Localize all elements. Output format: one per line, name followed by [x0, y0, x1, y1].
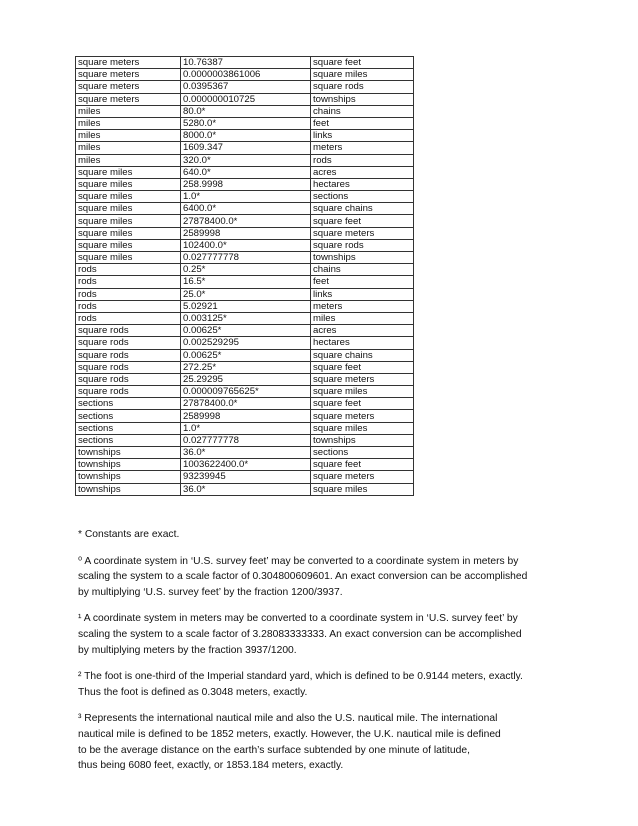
factor-cell: 102400.0*	[181, 239, 311, 251]
factor-cell: 27878400.0*	[181, 398, 311, 410]
table-row	[76, 288, 414, 300]
footnote-line: to be the average distance on the earth’s surface subtended by one minute of latitude,	[78, 744, 470, 756]
to-unit-cell: square meters	[311, 373, 414, 385]
footnote-line: thus being 6080 feet, exactly, or 1853.184 meters, exactly.	[78, 760, 344, 772]
from-unit-cell: square meters	[76, 93, 181, 105]
factor-cell: 0.027777778	[181, 252, 311, 264]
table-row	[76, 117, 414, 129]
conversion-table-body	[76, 57, 414, 496]
table-row	[76, 191, 414, 203]
table-row	[76, 93, 414, 105]
to-unit-cell: rods	[311, 154, 414, 166]
to-unit-cell: square meters	[311, 471, 414, 483]
from-unit-cell: rods	[76, 300, 181, 312]
from-unit-cell: miles	[76, 105, 181, 117]
to-unit-cell: miles	[311, 312, 414, 324]
table-row	[76, 471, 414, 483]
from-unit-cell: square miles	[76, 191, 181, 203]
to-unit-cell: acres	[311, 166, 414, 178]
factor-cell: 0.027777778	[181, 434, 311, 446]
factor-cell: 272.25*	[181, 361, 311, 373]
to-unit-cell: sections	[311, 447, 414, 459]
footnote-2	[78, 669, 548, 700]
factor-cell: 6400.0*	[181, 203, 311, 215]
factor-cell: 0.25*	[181, 264, 311, 276]
from-unit-cell: square rods	[76, 349, 181, 361]
footnote-line: by multiplying meters by the fraction 3937/1200.	[78, 644, 297, 656]
from-unit-cell: square meters	[76, 81, 181, 93]
table-row	[76, 447, 414, 459]
to-unit-cell: square miles	[311, 386, 414, 398]
to-unit-cell: townships	[311, 434, 414, 446]
factor-cell: 36.0*	[181, 447, 311, 459]
to-unit-cell: square rods	[311, 81, 414, 93]
footnote-line: ² The foot is one-third of the Imperial standard yard, which is defined to be 0.9144 meters, exactly.	[78, 671, 523, 683]
footnote-line: nautical mile is defined to be 1852 meters, exactly. However, the U.K. nautical mile is defined	[78, 728, 501, 740]
factor-cell: 0.003125*	[181, 312, 311, 324]
to-unit-cell: square miles	[311, 69, 414, 81]
table-row	[76, 239, 414, 251]
table-row	[76, 154, 414, 166]
table-row	[76, 373, 414, 385]
factor-cell: 93239945	[181, 471, 311, 483]
from-unit-cell: townships	[76, 483, 181, 495]
to-unit-cell: chains	[311, 105, 414, 117]
to-unit-cell: square chains	[311, 203, 414, 215]
factor-cell: 320.0*	[181, 154, 311, 166]
from-unit-cell: miles	[76, 154, 181, 166]
to-unit-cell: townships	[311, 93, 414, 105]
table-row	[76, 422, 414, 434]
table-row	[76, 264, 414, 276]
to-unit-cell: square feet	[311, 215, 414, 227]
from-unit-cell: square rods	[76, 386, 181, 398]
table-row	[76, 142, 414, 154]
to-unit-cell: links	[311, 130, 414, 142]
to-unit-cell: acres	[311, 325, 414, 337]
footnote-1	[78, 611, 548, 658]
from-unit-cell: square miles	[76, 215, 181, 227]
from-unit-cell: square rods	[76, 373, 181, 385]
table-row	[76, 483, 414, 495]
table-row	[76, 203, 414, 215]
table-row	[76, 105, 414, 117]
to-unit-cell: townships	[311, 252, 414, 264]
to-unit-cell: hectares	[311, 337, 414, 349]
footnote-line: scaling the system to a scale factor of 0.304800609601. An exact conversion can be accomplished	[78, 571, 528, 583]
footnote-line: * Constants are exact.	[78, 529, 180, 540]
to-unit-cell: square miles	[311, 483, 414, 495]
factor-cell: 1003622400.0*	[181, 459, 311, 471]
footnote-line: ⁰ A coordinate system in ‘U.S. survey feet’ may be converted to a coordinate system in meters by	[78, 555, 519, 567]
from-unit-cell: square miles	[76, 239, 181, 251]
table-row	[76, 349, 414, 361]
table-row	[76, 361, 414, 373]
from-unit-cell: miles	[76, 142, 181, 154]
to-unit-cell: square feet	[311, 361, 414, 373]
table-row	[76, 325, 414, 337]
table-row	[76, 178, 414, 190]
from-unit-cell: miles	[76, 117, 181, 129]
factor-cell: 0.0395367	[181, 81, 311, 93]
table-row	[76, 130, 414, 142]
to-unit-cell: square rods	[311, 239, 414, 251]
from-unit-cell: townships	[76, 471, 181, 483]
from-unit-cell: sections	[76, 434, 181, 446]
factor-cell: 8000.0*	[181, 130, 311, 142]
factor-cell: 1.0*	[181, 191, 311, 203]
factor-cell: 2589998	[181, 410, 311, 422]
to-unit-cell: meters	[311, 300, 414, 312]
from-unit-cell: townships	[76, 459, 181, 471]
from-unit-cell: rods	[76, 276, 181, 288]
table-row	[76, 410, 414, 422]
exact-constants-note	[78, 527, 548, 543]
table-row	[76, 398, 414, 410]
from-unit-cell: square miles	[76, 227, 181, 239]
factor-cell: 258.9998	[181, 178, 311, 190]
table-row	[76, 69, 414, 81]
factor-cell: 25.0*	[181, 288, 311, 300]
table-row	[76, 434, 414, 446]
factor-cell: 10.76387	[181, 57, 311, 69]
factor-cell: 80.0*	[181, 105, 311, 117]
table-row	[76, 215, 414, 227]
factor-cell: 0.002529295	[181, 337, 311, 349]
to-unit-cell: hectares	[311, 178, 414, 190]
to-unit-cell: square feet	[311, 57, 414, 69]
table-row	[76, 337, 414, 349]
factor-cell: 5.02921	[181, 300, 311, 312]
to-unit-cell: feet	[311, 276, 414, 288]
footnote-line: Thus the foot is defined as 0.3048 meters, exactly.	[78, 686, 308, 698]
footnote-line: by multiplying ‘U.S. survey feet’ by the fraction 1200/3937.	[78, 586, 343, 598]
to-unit-cell: links	[311, 288, 414, 300]
conversion-table	[75, 56, 414, 496]
factor-cell: 640.0*	[181, 166, 311, 178]
footnote-line: ¹ A coordinate system in meters may be converted to a coordinate system in ‘U.S. survey feet’ by	[78, 613, 518, 625]
table-row	[76, 252, 414, 264]
footnote-3	[78, 711, 548, 773]
to-unit-cell: square chains	[311, 349, 414, 361]
factor-cell: 36.0*	[181, 483, 311, 495]
table-row	[76, 312, 414, 324]
from-unit-cell: square miles	[76, 166, 181, 178]
footnote-line: scaling the system to a scale factor of 3.28083333333. An exact conversion can be accomplished	[78, 628, 522, 640]
factor-cell: 1.0*	[181, 422, 311, 434]
to-unit-cell: square meters	[311, 410, 414, 422]
table-row	[76, 166, 414, 178]
to-unit-cell: sections	[311, 191, 414, 203]
from-unit-cell: square rods	[76, 361, 181, 373]
table-row	[76, 276, 414, 288]
from-unit-cell: miles	[76, 130, 181, 142]
from-unit-cell: square miles	[76, 252, 181, 264]
from-unit-cell: square miles	[76, 203, 181, 215]
from-unit-cell: sections	[76, 410, 181, 422]
from-unit-cell: sections	[76, 398, 181, 410]
factor-cell: 25.29295	[181, 373, 311, 385]
from-unit-cell: rods	[76, 312, 181, 324]
from-unit-cell: sections	[76, 422, 181, 434]
from-unit-cell: rods	[76, 288, 181, 300]
factor-cell: 2589998	[181, 227, 311, 239]
factor-cell: 0.000009765625*	[181, 386, 311, 398]
factor-cell: 27878400.0*	[181, 215, 311, 227]
from-unit-cell: square miles	[76, 178, 181, 190]
factor-cell: 0.00625*	[181, 349, 311, 361]
to-unit-cell: square miles	[311, 422, 414, 434]
from-unit-cell: townships	[76, 447, 181, 459]
footnote-line: ³ Represents the international nautical mile and also the U.S. nautical mile. The international	[78, 713, 498, 725]
from-unit-cell: square meters	[76, 57, 181, 69]
table-row	[76, 57, 414, 69]
footnote-0	[78, 554, 548, 601]
table-row	[76, 459, 414, 471]
factor-cell: 5280.0*	[181, 117, 311, 129]
factor-cell: 0.000000010725	[181, 93, 311, 105]
factor-cell: 0.00625*	[181, 325, 311, 337]
to-unit-cell: chains	[311, 264, 414, 276]
to-unit-cell: square feet	[311, 398, 414, 410]
to-unit-cell: meters	[311, 142, 414, 154]
table-row	[76, 81, 414, 93]
to-unit-cell: square feet	[311, 459, 414, 471]
footnotes	[78, 527, 548, 785]
factor-cell: 1609.347	[181, 142, 311, 154]
factor-cell: 16.5*	[181, 276, 311, 288]
table-row	[76, 227, 414, 239]
factor-cell: 0.0000003861006	[181, 69, 311, 81]
table-row	[76, 386, 414, 398]
from-unit-cell: rods	[76, 264, 181, 276]
to-unit-cell: feet	[311, 117, 414, 129]
from-unit-cell: square meters	[76, 69, 181, 81]
from-unit-cell: square rods	[76, 325, 181, 337]
from-unit-cell: square rods	[76, 337, 181, 349]
table-row	[76, 300, 414, 312]
to-unit-cell: square meters	[311, 227, 414, 239]
